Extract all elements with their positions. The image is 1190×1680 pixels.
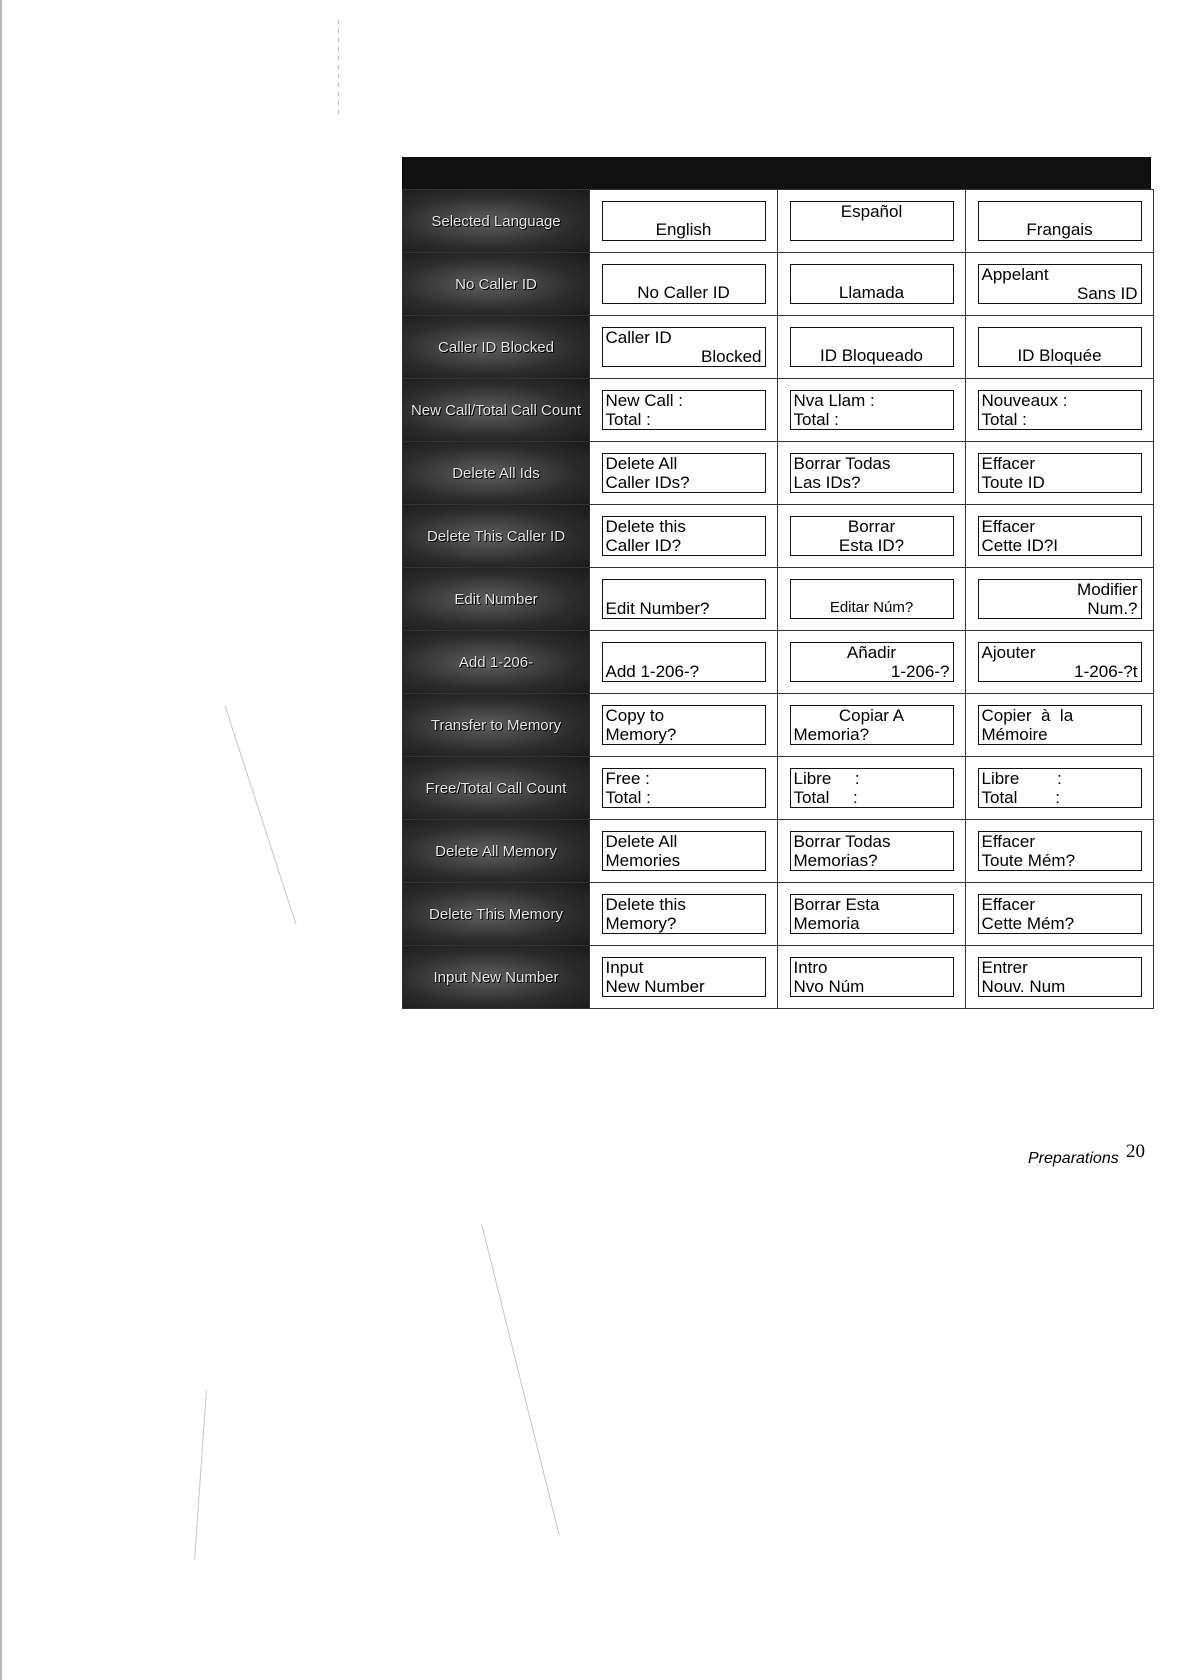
row-label: Add 1-206- — [403, 631, 590, 694]
lcd-line: Frangais — [1026, 220, 1093, 239]
lcd-screen — [602, 957, 766, 997]
lcd-screen — [978, 390, 1142, 430]
row-label: Transfer to Memory — [403, 694, 590, 757]
lcd-screen — [602, 201, 766, 241]
lcd-line: Caller IDs? — [605, 473, 690, 492]
display-cell — [590, 316, 778, 379]
lcd-line: Effacer — [981, 454, 1036, 473]
table-row — [403, 631, 1154, 694]
lcd-line: ID Bloqueado — [819, 346, 924, 365]
row-label: Selected Language — [403, 190, 590, 253]
lcd-line: Borrar Esta — [793, 895, 880, 914]
lcd-line: Entrer — [981, 958, 1028, 977]
lcd-line: No Caller ID — [637, 283, 730, 302]
table-header-bar — [402, 157, 1151, 189]
lcd-screen — [790, 768, 954, 808]
display-cell — [778, 631, 966, 694]
lcd-screen — [790, 201, 954, 241]
row-label: Delete This Memory — [403, 883, 590, 946]
lcd-line: Add 1-206-? — [605, 662, 700, 681]
scan-artifact — [338, 20, 339, 115]
display-cell — [590, 820, 778, 883]
lcd-screen — [978, 327, 1142, 367]
lcd-screen — [602, 453, 766, 493]
lcd-line: Nouveaux : — [981, 391, 1068, 410]
display-cell — [590, 883, 778, 946]
lcd-line: Nva Llam : — [793, 391, 875, 410]
lcd-screen — [978, 894, 1142, 934]
table-row — [403, 883, 1154, 946]
lcd-line: Borrar Todas — [793, 454, 891, 473]
table-row — [403, 253, 1154, 316]
lcd-line: Español — [840, 202, 903, 221]
lcd-line: Editar Núm? — [829, 599, 914, 616]
display-cell — [590, 568, 778, 631]
display-cell — [966, 316, 1154, 379]
lcd-line: Free : — [605, 769, 650, 788]
lcd-line: Delete this — [605, 517, 686, 536]
lcd-line: Caller ID? — [605, 536, 682, 555]
lcd-line: New Number — [605, 977, 705, 996]
display-cell — [778, 316, 966, 379]
lcd-line: Total : — [981, 410, 1027, 429]
lcd-line: English — [655, 220, 712, 239]
scan-artifact — [224, 705, 296, 924]
lcd-screen — [790, 264, 954, 304]
row-label: Delete All Memory — [403, 820, 590, 883]
display-cell — [590, 190, 778, 253]
lcd-line: Toute Mém? — [981, 851, 1076, 870]
lcd-line: Nouv. Num — [981, 977, 1066, 996]
lcd-line: Ajouter — [981, 643, 1036, 662]
display-cell — [966, 568, 1154, 631]
table-row — [403, 190, 1154, 253]
lcd-line: Memorias? — [793, 851, 878, 870]
scan-artifact — [481, 1225, 559, 1536]
lcd-screen — [790, 894, 954, 934]
lcd-line: Copier à la — [981, 706, 1074, 725]
display-cell — [778, 379, 966, 442]
lcd-line: Total : — [605, 410, 651, 429]
row-label: Input New Number — [403, 946, 590, 1009]
lcd-line: Appelant — [981, 265, 1049, 284]
display-cell — [778, 757, 966, 820]
lcd-screen — [978, 201, 1142, 241]
display-cell — [590, 694, 778, 757]
display-cell — [966, 694, 1154, 757]
display-cell — [778, 505, 966, 568]
display-cell — [590, 631, 778, 694]
lcd-line: Cette ID?I — [981, 536, 1059, 555]
lcd-screen — [602, 642, 766, 682]
lcd-line: Memoria? — [793, 725, 870, 744]
display-cell — [778, 190, 966, 253]
display-cell — [590, 757, 778, 820]
scan-edge — [0, 0, 2, 1680]
lcd-screen — [790, 327, 954, 367]
lcd-line: Total : — [793, 788, 858, 807]
lcd-screen — [602, 390, 766, 430]
lcd-screen — [790, 453, 954, 493]
lcd-screen — [978, 642, 1142, 682]
lcd-line: 1-206-?t — [1074, 662, 1138, 681]
row-label: No Caller ID — [403, 253, 590, 316]
lcd-line: Añadir — [846, 643, 897, 662]
lcd-line: Edit Number? — [605, 599, 710, 618]
table-row — [403, 379, 1154, 442]
lcd-screen — [790, 642, 954, 682]
lcd-line: Memory? — [605, 914, 677, 933]
lcd-line: Cette Mém? — [981, 914, 1075, 933]
table-row — [403, 757, 1154, 820]
lcd-line: Effacer — [981, 832, 1036, 851]
display-cell — [966, 379, 1154, 442]
footer-section-label: Preparations — [1028, 1150, 1119, 1167]
language-display-table — [402, 157, 1151, 1009]
table-row — [403, 505, 1154, 568]
display-cell — [778, 253, 966, 316]
lcd-line: Total : — [981, 788, 1060, 807]
lcd-line: Total : — [605, 788, 651, 807]
lcd-line: Libre : — [793, 769, 860, 788]
row-label: Edit Number — [403, 568, 590, 631]
display-cell — [966, 820, 1154, 883]
lcd-line: Toute ID — [981, 473, 1045, 492]
display-cell — [590, 442, 778, 505]
lcd-screen — [790, 705, 954, 745]
lcd-screen — [978, 768, 1142, 808]
lcd-line: Borrar Todas — [793, 832, 891, 851]
display-cell — [590, 946, 778, 1009]
lcd-line: Nvo Núm — [793, 977, 865, 996]
lcd-line: Borrar — [847, 517, 896, 536]
lcd-screen — [602, 579, 766, 619]
lcd-screen — [978, 579, 1142, 619]
lcd-line: Delete All — [605, 454, 678, 473]
lcd-line: ID Bloquée — [1017, 346, 1102, 365]
display-cell — [966, 946, 1154, 1009]
lcd-screen — [978, 705, 1142, 745]
display-cell — [778, 568, 966, 631]
table-row — [403, 442, 1154, 505]
lcd-line: Effacer — [981, 895, 1036, 914]
lcd-line: Llamada — [838, 283, 905, 302]
page-number: 20 — [1126, 1141, 1145, 1162]
lcd-screen — [602, 264, 766, 304]
grid-body — [403, 190, 1154, 1009]
row-label: Free/Total Call Count — [403, 757, 590, 820]
row-label: Delete All Ids — [403, 442, 590, 505]
lcd-screen — [602, 705, 766, 745]
lcd-line: Copiar A — [838, 706, 905, 725]
lcd-screen — [790, 579, 954, 619]
lcd-line: New Call : — [605, 391, 683, 410]
lcd-screen — [978, 831, 1142, 871]
lcd-screen — [790, 831, 954, 871]
lcd-screen — [602, 894, 766, 934]
display-cell — [778, 442, 966, 505]
lcd-screen — [602, 327, 766, 367]
lcd-screen — [790, 390, 954, 430]
lcd-line: Total : — [793, 410, 839, 429]
display-cell — [590, 505, 778, 568]
lcd-screen — [790, 516, 954, 556]
lcd-line: Modifier — [1077, 580, 1138, 599]
lcd-line: Libre : — [981, 769, 1062, 788]
display-cell — [966, 253, 1154, 316]
table-row — [403, 316, 1154, 379]
display-cell — [778, 883, 966, 946]
display-cell — [590, 253, 778, 316]
lcd-line: Copy to — [605, 706, 665, 725]
row-label: New Call/Total Call Count — [403, 379, 590, 442]
row-label: Caller ID Blocked — [403, 316, 590, 379]
display-cell — [778, 694, 966, 757]
lcd-screen — [978, 516, 1142, 556]
lcd-screen — [978, 957, 1142, 997]
display-cell — [590, 379, 778, 442]
lcd-screen — [602, 516, 766, 556]
display-cell — [966, 883, 1154, 946]
table-row — [403, 694, 1154, 757]
display-cell — [966, 631, 1154, 694]
lcd-screen — [790, 957, 954, 997]
lcd-line: Effacer — [981, 517, 1036, 536]
display-cell — [966, 190, 1154, 253]
lcd-screen — [978, 453, 1142, 493]
lcd-line: Blocked — [701, 347, 762, 366]
lcd-screen — [602, 768, 766, 808]
display-cell — [966, 442, 1154, 505]
scan-artifact — [194, 1390, 207, 1560]
lcd-line: Esta ID? — [838, 536, 905, 555]
display-cell — [778, 820, 966, 883]
lcd-line: Intro — [793, 958, 828, 977]
lcd-line: Caller ID — [605, 328, 672, 347]
lcd-line: Delete All — [605, 832, 678, 851]
row-label: Delete This Caller ID — [403, 505, 590, 568]
table-row — [403, 820, 1154, 883]
display-grid — [402, 189, 1154, 1009]
lcd-line: Memories — [605, 851, 681, 870]
lcd-line: Mémoire — [981, 725, 1048, 744]
display-cell — [966, 757, 1154, 820]
lcd-line: Input — [605, 958, 644, 977]
lcd-line: Sans ID — [1077, 284, 1138, 303]
lcd-screen — [978, 264, 1142, 304]
display-cell — [966, 505, 1154, 568]
table-row — [403, 946, 1154, 1009]
table-row — [403, 568, 1154, 631]
lcd-line: Num.? — [1087, 599, 1138, 618]
lcd-line: Las IDs? — [793, 473, 861, 492]
lcd-screen — [602, 831, 766, 871]
lcd-line: Memory? — [605, 725, 677, 744]
lcd-line: Delete this — [605, 895, 686, 914]
display-cell — [778, 946, 966, 1009]
lcd-line: 1-206-? — [890, 662, 950, 681]
lcd-line: Memoria — [793, 914, 860, 933]
